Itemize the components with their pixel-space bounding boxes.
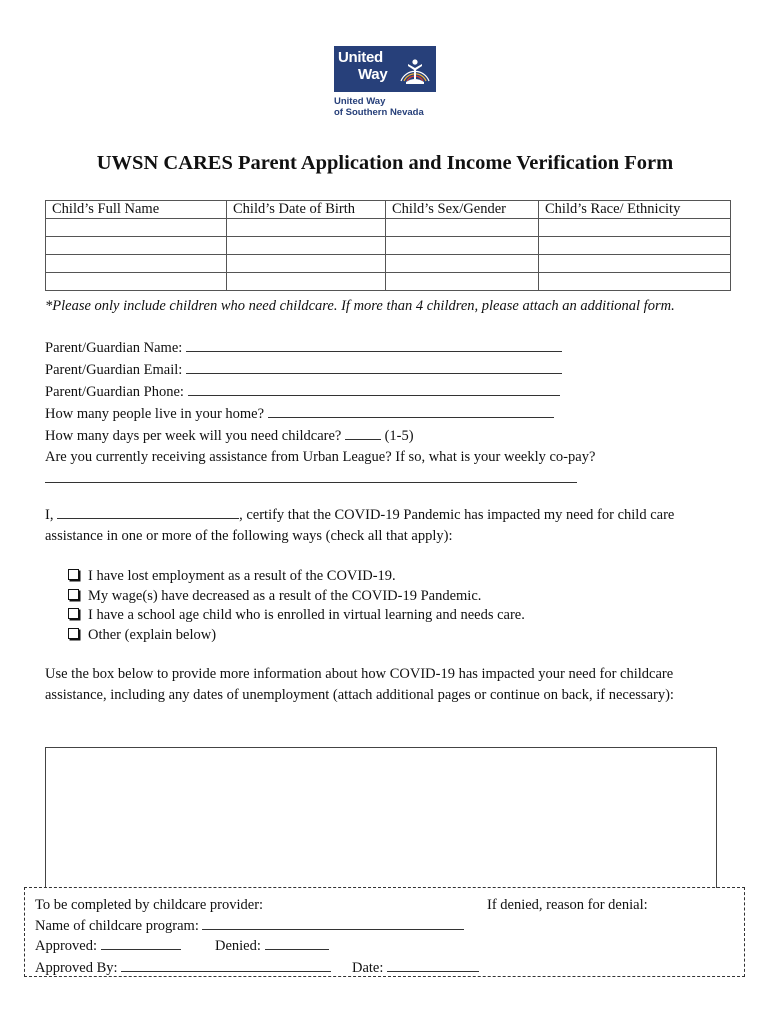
- date-group: [352, 957, 479, 978]
- parent-phone-label: Parent/Guardian Phone:: [45, 384, 184, 400]
- table-row: [46, 273, 731, 291]
- cell-sex[interactable]: [386, 237, 539, 255]
- urban-league-answer-row: [45, 468, 745, 490]
- cell-dob[interactable]: [227, 219, 386, 237]
- approved-by-field[interactable]: [121, 957, 331, 972]
- certify-name-field[interactable]: [57, 504, 239, 519]
- days-hint: (1-5): [384, 428, 414, 444]
- cell-race[interactable]: [539, 255, 731, 273]
- certify-text: , certify that the COVID-19 Pandemic has impacted my need for child care assistance in one or more of the following ways (check all that apply):: [45, 507, 675, 544]
- urban-league-row: [45, 447, 745, 468]
- cell-race[interactable]: [539, 273, 731, 291]
- approved-by-row: [35, 957, 735, 977]
- cell-race[interactable]: [539, 219, 731, 237]
- logo-wordmark: [338, 49, 387, 83]
- cell-name[interactable]: [46, 255, 227, 273]
- approved-label: Approved:: [35, 938, 98, 954]
- date-label: Date:: [352, 960, 384, 976]
- united-way-logo: [334, 46, 436, 92]
- provider-section: [24, 887, 745, 977]
- parent-email-label: Parent/Guardian Email:: [45, 362, 183, 378]
- checklist-label: I have a school age child who is enrolled in virtual learning and needs care.: [88, 607, 525, 623]
- cell-sex[interactable]: [386, 219, 539, 237]
- cell-name[interactable]: [46, 219, 227, 237]
- urban-league-field[interactable]: [45, 468, 577, 483]
- parent-name-label: Parent/Guardian Name:: [45, 340, 183, 356]
- provider-heading-row: [35, 895, 735, 915]
- approved-field[interactable]: [101, 935, 181, 950]
- logo-sub-line-2: of Southern Nevada: [334, 107, 424, 118]
- parent-phone-row: [45, 381, 745, 403]
- days-row: [45, 425, 745, 447]
- table-row: [46, 255, 731, 273]
- checkbox-other[interactable]: [68, 628, 79, 639]
- cell-dob[interactable]: [227, 255, 386, 273]
- explain-prompt: Use the box below to provide more information about how COVID-19 has impacted your need for childcare assistance, including any dates of unemployment (attach additional pages or continue on back, if necessary):: [45, 666, 674, 703]
- parent-email-field[interactable]: [186, 359, 562, 374]
- certification-statement: [45, 504, 735, 547]
- approved-by-label: Approved By:: [35, 960, 118, 976]
- parent-email-row: [45, 359, 745, 381]
- checkbox-lost-employment[interactable]: [68, 569, 79, 580]
- united-way-emblem-icon: [397, 51, 433, 87]
- household-field[interactable]: [268, 403, 554, 418]
- approval-row: [35, 935, 735, 955]
- checkbox-virtual-learning[interactable]: [68, 608, 79, 619]
- checklist-item: [68, 626, 525, 646]
- checklist-item: [68, 587, 525, 607]
- header-child-dob: Child’s Date of Birth: [227, 201, 386, 219]
- logo-sub-line-1: United Way: [334, 96, 386, 107]
- checklist-item: [68, 567, 525, 587]
- checklist-item: [68, 606, 525, 626]
- cell-name[interactable]: [46, 273, 227, 291]
- checklist-label: Other (explain below): [88, 626, 217, 643]
- program-label: Name of childcare program:: [35, 918, 199, 934]
- denied-label: Denied:: [215, 938, 261, 954]
- logo-line-1: United: [338, 49, 383, 66]
- checkbox-wage-decrease[interactable]: [68, 589, 79, 600]
- explanation-textbox[interactable]: [45, 747, 717, 888]
- certify-prefix: I,: [45, 507, 54, 523]
- checklist-label: My wage(s) have decreased as a result of the COVID-19 Pandemic.: [88, 587, 482, 604]
- cell-sex[interactable]: [386, 255, 539, 273]
- denied-field[interactable]: [265, 935, 329, 950]
- table-header-row: [46, 201, 731, 219]
- header-child-race: Child’s Race/ Ethnicity: [539, 201, 731, 219]
- cell-dob[interactable]: [227, 237, 386, 255]
- parent-name-row: [45, 337, 745, 359]
- form-title: UWSN CARES Parent Application and Income Verification Form: [96, 152, 674, 174]
- days-label: How many days per week will you need childcare?: [45, 428, 342, 444]
- logo-line-2: Way: [358, 66, 388, 83]
- table-row: [46, 237, 731, 255]
- denial-reason-label: If denied, reason for denial:: [487, 897, 648, 913]
- impact-checklist: [68, 567, 525, 645]
- urban-league-label: Are you currently receiving assistance from Urban League? If so, what is your weekly co-pay?: [45, 449, 596, 465]
- table-row: [46, 219, 731, 237]
- parent-phone-field[interactable]: [188, 381, 560, 396]
- program-row: [35, 915, 735, 935]
- parent-fields: [45, 337, 745, 490]
- program-field[interactable]: [202, 915, 464, 930]
- cell-sex[interactable]: [386, 273, 539, 291]
- denied-group: [215, 935, 329, 956]
- children-note: *Please only include children who need childcare. If more than 4 children, please attach an additional form.: [45, 298, 675, 314]
- parent-name-field[interactable]: [186, 337, 562, 352]
- household-label: How many people live in your home?: [45, 406, 265, 422]
- header-child-sex: Child’s Sex/Gender: [386, 201, 539, 219]
- household-row: [45, 403, 745, 425]
- header-child-name: Child’s Full Name: [46, 201, 227, 219]
- logo-subtitle: [334, 96, 424, 118]
- provider-heading: To be completed by childcare provider:: [35, 897, 264, 913]
- checklist-label: I have lost employment as a result of the COVID-19.: [88, 568, 396, 584]
- cell-race[interactable]: [539, 237, 731, 255]
- cell-dob[interactable]: [227, 273, 386, 291]
- cell-name[interactable]: [46, 237, 227, 255]
- days-field[interactable]: [345, 425, 381, 440]
- children-table: [45, 200, 731, 291]
- date-field[interactable]: [387, 957, 479, 972]
